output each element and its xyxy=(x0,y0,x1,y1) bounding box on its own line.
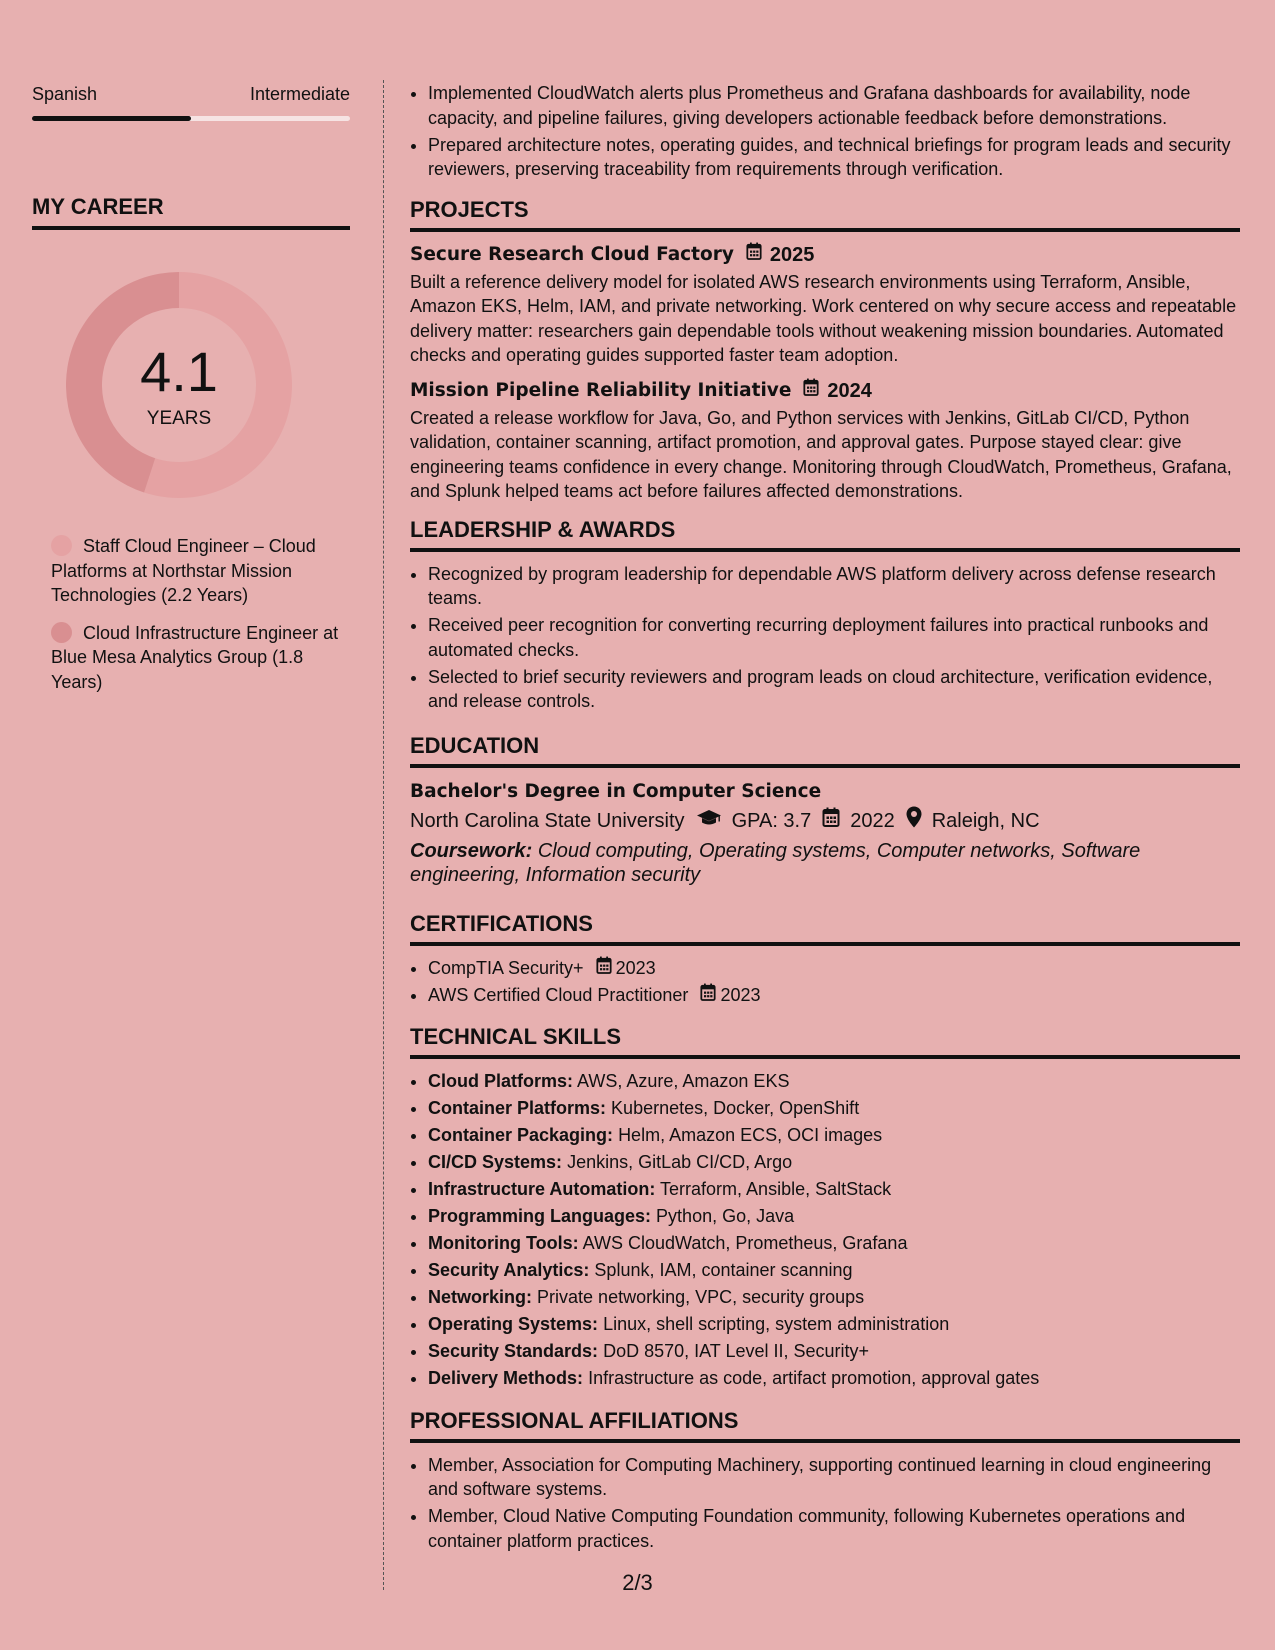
affiliation-item: • Member, Association for Computing Machinery, supporting continued learning in cloud engineering and software systems. xyxy=(428,1453,1240,1502)
education-coursework xyxy=(410,839,1240,888)
sidebar xyxy=(32,80,350,707)
certifications-list xyxy=(410,956,1240,1008)
language-level: Intermediate xyxy=(249,84,350,104)
project-year: 2025 xyxy=(769,243,815,266)
skill-label: Container Packaging: xyxy=(428,1125,614,1145)
certification-row xyxy=(428,983,760,1008)
education-gpa: GPA: 3.7 xyxy=(731,810,812,832)
skill-item xyxy=(428,1312,1240,1337)
project-title-row xyxy=(410,378,1240,404)
career-legend xyxy=(32,534,350,694)
career-total-unit: YEARS xyxy=(146,408,212,429)
calendar-icon xyxy=(746,242,762,268)
language-name: Spanish xyxy=(32,84,98,104)
experience-bullet: • Prepared architecture notes, operating guides, and technical briefings for program leads and security reviewers, preserving traceability from requirements through verification. xyxy=(428,133,1240,182)
certification-name: • CompTIA Security+ xyxy=(428,957,584,978)
skill-value: Python, Go, Java xyxy=(656,1206,795,1226)
skill-label: Cloud Platforms: xyxy=(428,1071,574,1091)
skill-value: Infrastructure as code, artifact promotion, approval gates xyxy=(588,1368,1040,1388)
skill-label: Operating Systems: xyxy=(428,1314,599,1334)
skill-item xyxy=(428,1204,1240,1229)
skill-label: Programming Languages: xyxy=(428,1206,652,1226)
skill-value: Linux, shell scripting, system administration xyxy=(603,1314,950,1334)
skill-label: Delivery Methods: xyxy=(428,1368,584,1388)
skill-value: Private networking, VPC, security groups xyxy=(537,1287,865,1307)
certification-year: 2023 xyxy=(615,957,656,978)
project-item xyxy=(410,242,1240,368)
leadership-list xyxy=(410,562,1240,714)
certification-year: 2023 xyxy=(720,984,761,1005)
education-entry xyxy=(410,778,1240,888)
skill-value: Terraform, Ansible, SaltStack xyxy=(660,1179,892,1199)
skill-value: Helm, Amazon ECS, OCI images xyxy=(618,1125,883,1145)
career-legend-label: Staff Cloud Engineer – Cloud Platforms at Northstar Mission Technologies (2.2 Years) xyxy=(51,536,316,605)
education-meta xyxy=(410,806,1240,837)
skill-label: CI/CD Systems: xyxy=(428,1152,563,1172)
skill-value: Splunk, IAM, container scanning xyxy=(594,1260,853,1280)
certification-item xyxy=(428,956,1240,981)
career-legend-item xyxy=(51,534,350,608)
skill-item xyxy=(428,1366,1240,1391)
skill-label: Security Analytics: xyxy=(428,1260,590,1280)
skill-value: AWS CloudWatch, Prometheus, Grafana xyxy=(582,1233,908,1253)
skill-item xyxy=(428,1258,1240,1283)
certification-row xyxy=(428,956,656,981)
skill-item xyxy=(428,1150,1240,1175)
career-legend-label: Cloud Infrastructure Engineer at Blue Mesa Analytics Group (1.8 Years) xyxy=(51,622,339,692)
skill-value: Kubernetes, Docker, OpenShift xyxy=(611,1098,860,1118)
education-year: 2022 xyxy=(850,810,895,832)
education-degree: Bachelor's Degree in Computer Science xyxy=(410,780,822,802)
skill-label: Monitoring Tools: xyxy=(428,1233,579,1253)
career-donut-chart xyxy=(66,272,292,498)
skill-label: Container Platforms: xyxy=(428,1098,607,1118)
language-proficiency-fill xyxy=(32,116,191,121)
skill-item xyxy=(428,1285,1240,1310)
graduation-cap-icon xyxy=(696,806,722,836)
main-content xyxy=(410,81,1240,1556)
coursework-text: Cloud computing, Operating systems, Computer networks, Software engineering, Information security xyxy=(410,839,1141,886)
education-heading: EDUCATION xyxy=(410,732,1240,768)
affiliations-list xyxy=(410,1453,1240,1554)
skill-value: AWS, Azure, Amazon EKS xyxy=(577,1071,790,1091)
career-total-value: 4.1 xyxy=(140,340,218,403)
experience-bullet: • Implemented CloudWatch alerts plus Prometheus and Grafana dashboards for availability, node capacity, and pipeline failures, giving developers actionable feedback before demonstrations. xyxy=(428,81,1240,130)
skills-list xyxy=(410,1069,1240,1391)
skill-label: Networking: xyxy=(428,1287,533,1307)
map-pin-icon xyxy=(906,806,922,837)
skill-item xyxy=(428,1069,1240,1094)
calendar-icon xyxy=(803,378,819,404)
leadership-item: • Selected to brief security reviewers and program leads on cloud architecture, verification evidence, and release controls. xyxy=(428,665,1240,714)
calendar-icon xyxy=(700,983,716,1008)
skill-item xyxy=(428,1096,1240,1121)
column-divider xyxy=(383,80,384,1590)
skill-value: Jenkins, GitLab CI/CD, Argo xyxy=(567,1152,793,1172)
education-school: North Carolina State University xyxy=(410,810,685,832)
certification-item xyxy=(428,983,1240,1008)
skill-item xyxy=(428,1177,1240,1202)
calendar-icon xyxy=(596,956,612,981)
project-description: Created a release workflow for Java, Go, and Python services with Jenkins, GitLab CI/CD, Python validation, container scanning, artifact promotion, and approval gates. Purpose stayed clear: give engineering teams confidence in every change. Monitoring through CloudWatch, Prometheus, Grafana, and Splunk helped teams act before failures affected demonstrations. xyxy=(410,407,1232,501)
projects-heading: PROJECTS xyxy=(410,196,1240,232)
projects-list xyxy=(410,242,1240,504)
language-row xyxy=(32,80,350,108)
career-legend-item xyxy=(51,621,350,695)
affiliations-heading: PROFESSIONAL AFFILIATIONS xyxy=(410,1407,1240,1443)
leadership-heading: LEADERSHIP & AWARDS xyxy=(410,516,1240,552)
coursework-label: Coursework: xyxy=(410,839,533,862)
project-title: Secure Research Cloud Factory xyxy=(410,243,734,265)
skill-label: Infrastructure Automation: xyxy=(428,1179,656,1199)
education-location: Raleigh, NC xyxy=(931,810,1040,832)
career-heading: MY CAREER xyxy=(32,193,350,230)
project-item xyxy=(410,378,1240,504)
leadership-item: • Recognized by program leadership for dependable AWS platform delivery across defense research teams. xyxy=(428,562,1240,611)
project-description: Built a reference delivery model for isolated AWS research environments using Terraform, Ansible, Amazon EKS, Helm, IAM, and private networking. Work centered on why secure access and repeatable delivery matter: researchers gain dependable tools without weakening mission boundaries. Automated checks and operating guides supported faster team adoption. xyxy=(410,271,1237,365)
experience-bullets xyxy=(410,81,1240,182)
skill-item xyxy=(428,1339,1240,1364)
project-title: Mission Pipeline Reliability Initiative xyxy=(410,379,792,401)
certifications-heading: CERTIFICATIONS xyxy=(410,910,1240,946)
project-year: 2024 xyxy=(827,379,872,402)
affiliation-item: • Member, Cloud Native Computing Foundation community, following Kubernetes operations and container platform practices. xyxy=(428,1504,1240,1553)
legend-dot xyxy=(51,535,72,556)
calendar-icon xyxy=(822,806,840,836)
legend-dot xyxy=(51,622,72,643)
skill-item xyxy=(428,1123,1240,1148)
page-number: 2/3 xyxy=(622,1570,653,1595)
skills-heading: TECHNICAL SKILLS xyxy=(410,1023,1240,1059)
leadership-item: • Received peer recognition for converting recurring deployment failures into practical runbooks and automated checks. xyxy=(428,613,1240,662)
skill-value: DoD 8570, IAT Level II, Security+ xyxy=(603,1341,870,1361)
certification-name: • AWS Certified Cloud Practitioner xyxy=(428,984,689,1005)
skill-label: Security Standards: xyxy=(428,1341,599,1361)
language-proficiency-bar xyxy=(32,116,350,121)
skill-item xyxy=(428,1231,1240,1256)
project-title-row xyxy=(410,242,1240,268)
